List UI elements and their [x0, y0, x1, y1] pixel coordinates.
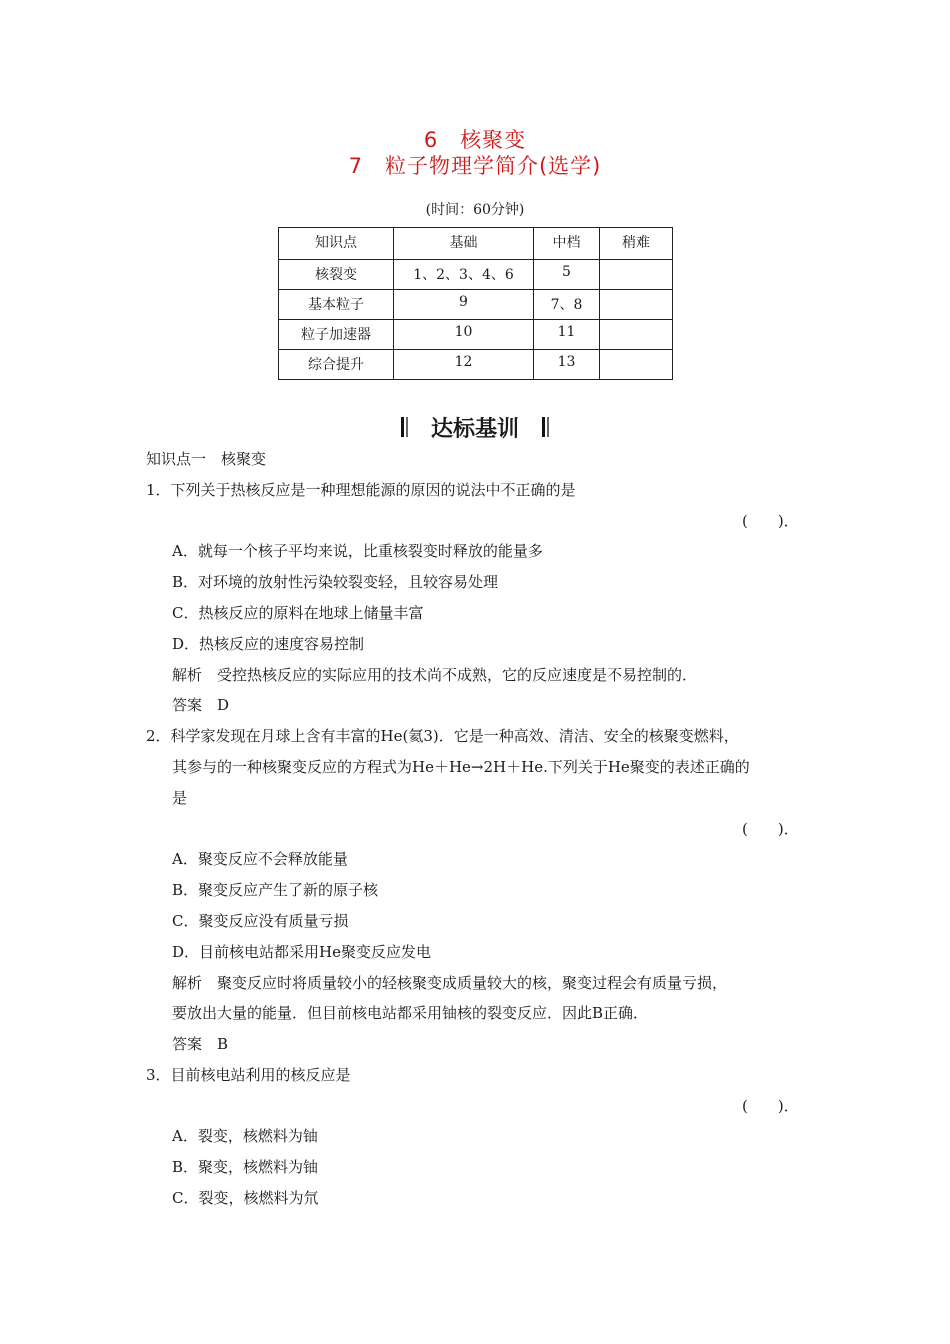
section-heading	[0, 412, 950, 443]
table-cell: 10	[394, 320, 534, 350]
answer-parenthesis: ( )．	[742, 820, 799, 838]
left-bars-decoration	[400, 417, 409, 443]
table-header-cell: 基础	[394, 228, 534, 260]
table-cell	[600, 350, 673, 380]
option: B．聚变反应产生了新的原子核	[172, 881, 379, 899]
table-cell: 12	[394, 350, 534, 380]
table-row	[279, 260, 673, 290]
option: C．聚变反应没有质量亏损	[172, 912, 349, 930]
lesson-title-1: 6 核聚变	[423, 128, 527, 152]
table-cell	[600, 290, 673, 320]
right-bars-decoration	[541, 417, 550, 443]
table-cell: 9	[394, 290, 534, 320]
table-cell: 5	[534, 260, 600, 290]
analysis: 要放出大量的能量．但目前核电站都采用铀核的裂变反应．因此B正确．	[172, 1004, 649, 1022]
table-row	[279, 290, 673, 320]
time-limit: (时间：60分钟)	[425, 202, 525, 218]
table-cell	[600, 260, 673, 290]
table-cell: 11	[534, 320, 600, 350]
option: A．聚变反应不会释放能量	[172, 850, 348, 868]
table-cell: 1、2、3、4、6	[394, 260, 534, 290]
question-3-stem: 3．目前核电站利用的核反应是	[146, 1066, 351, 1084]
table-cell	[600, 320, 673, 350]
table-cell: 核裂变	[279, 260, 394, 290]
section-title: 达标基训	[430, 417, 519, 442]
question-2-stem: 是	[172, 789, 188, 807]
option: B．对环境的放射性污染较裂变轻，且较容易处理	[172, 573, 499, 591]
option: D．热核反应的速度容易控制	[172, 635, 365, 653]
table-row	[279, 350, 673, 380]
table-cell: 基本粒子	[279, 290, 394, 320]
question-2-stem: 2．科学家发现在月球上含有丰富的He(氦3)．它是一种高效、清洁、安全的核聚变燃料，	[146, 727, 739, 745]
answer: 答案 D	[172, 696, 230, 714]
option: C．热核反应的原料在地球上储量丰富	[172, 604, 424, 622]
analysis: 解析 受控热核反应的实际应用的技术尚不成熟，它的反应速度是不易控制的．	[172, 666, 698, 684]
table-cell: 13	[534, 350, 600, 380]
table-header-row	[279, 228, 673, 260]
option: C．裂变，核燃料为氘	[172, 1189, 319, 1207]
table-header-cell: 稍难	[600, 228, 673, 260]
answer: 答案 B	[172, 1035, 229, 1053]
table-header-cell: 知识点	[279, 228, 394, 260]
table-cell: 7、8	[534, 290, 600, 320]
table-cell: 综合提升	[279, 350, 394, 380]
lesson-title-2: 7 粒子物理学简介(选学)	[348, 154, 602, 178]
option: B．聚变，核燃料为铀	[172, 1158, 319, 1176]
knowledge-point-table	[278, 227, 673, 380]
analysis: 解析 聚变反应时将质量较小的轻核聚变成质量较大的核，聚变过程会有质量亏损，	[172, 974, 728, 992]
table-header-cell: 中档	[534, 228, 600, 260]
knowledge-point-label: 知识点一 核聚变	[146, 450, 267, 468]
option: A．裂变，核燃料为铀	[172, 1127, 318, 1145]
table-row	[279, 320, 673, 350]
table-cell: 粒子加速器	[279, 320, 394, 350]
question-1-stem: 1．下列关于热核反应是一种理想能源的原因的说法中不正确的是	[146, 481, 576, 499]
option: A．就每一个核子平均来说，比重核裂变时释放的能量多	[172, 542, 543, 560]
option: D．目前核电站都采用He聚变反应发电	[172, 943, 431, 961]
answer-parenthesis: ( )．	[742, 512, 799, 530]
question-2-stem: 其参与的一种核聚变反应的方程式为He＋He→2H＋He.下列关于He聚变的表述正确的	[172, 758, 750, 776]
answer-parenthesis: ( )．	[742, 1097, 799, 1115]
